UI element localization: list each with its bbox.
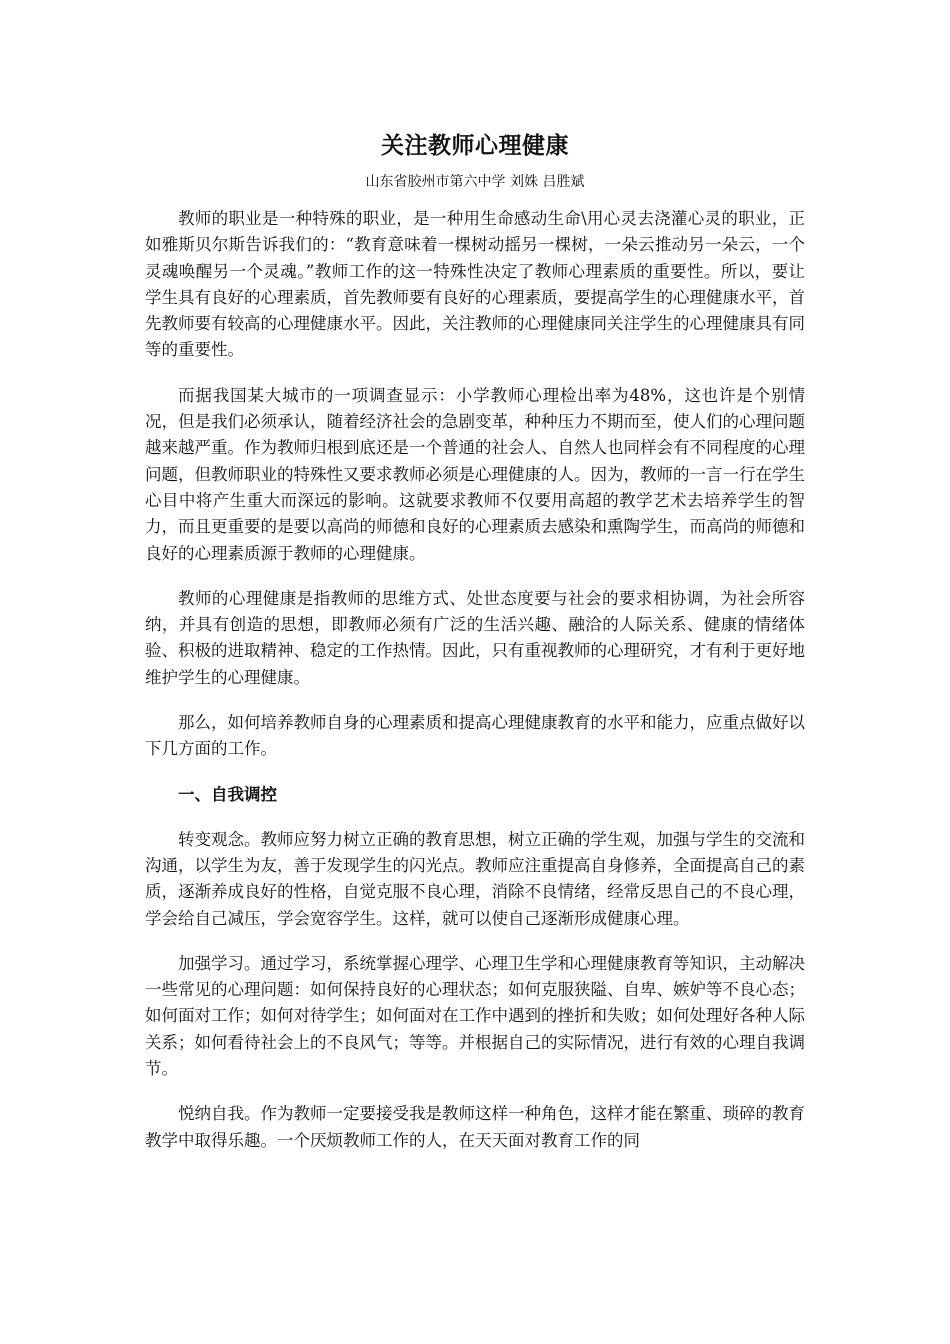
- section-heading-1: 一、自我调控: [178, 784, 277, 804]
- document-title: 关注教师心理健康: [381, 132, 569, 159]
- paragraph-section1-2: 加强学习。通过学习，系统掌握心理学、心理卫生学和心理健康教育等知识，主动解决一些常见的心理问题：如何保持良好的心理状态；如何克服狭隘、自卑、嫉妒等不良心态；如何面对工作；如何对待学生；如何面对在工作中遇到的挫折和失败；如何处理好各种人际关系；如何看待社会上的不良风气；等等。并根据自己的实际情况，进行有效的心理自我调节。: [145, 953, 805, 1079]
- paragraph-section1-3: 悦纳自我。作为教师一定要接受我是教师这样一种角色，这样才能在繁重、琐碎的教育教学中取得乐趣。一个厌烦教师工作的人，在天天面对教育工作的同: [145, 1104, 805, 1150]
- paragraph-intro-4: 那么，如何培养教师自身的心理素质和提高心理健康教育的水平和能力，应重点做好以下几方面的工作。: [145, 713, 805, 759]
- document-author: 山东省胶州市第六中学 刘姝 吕胜斌: [365, 174, 585, 190]
- paragraph-intro-1: 教师的职业是一种特殊的职业，是一种用生命感动生命\用心灵去浇灌心灵的职业，正如雅斯贝尔斯告诉我们的：“教育意味着一棵树动摇另一棵树，一朵云推动另一朵云，一个灵魂唤醒另一个灵魂。”教师工作的这一特殊性决定了教师心理素质的重要性。所以，要让学生具有良好的心理素质，首先教师要有良好的心理素质，要提高学生的心理健康水平，首先教师要有较高的心理健康水平。因此，关注教师的心理健康同关注学生的心理健康具有同等的重要性。: [145, 209, 805, 360]
- paragraph-intro-3: 教师的心理健康是指教师的思维方式、处世态度要与社会的要求相协调，为社会所容纳，并具有创造的思想，即教师必须有广泛的生活兴趣、融洽的人际关系、健康的情绪体验、积极的进取精神、稳定的工作热情。因此，只有重视教师的心理研究，才有利于更好地维护学生的心理健康。: [145, 588, 805, 687]
- paragraph-section1-1: 转变观念。教师应努力树立正确的教育思想，树立正确的学生观，加强与学生的交流和沟通，以学生为友，善于发现学生的闪光点。教师应注重提高自身修养，全面提高自己的素质，逐渐养成良好的性格，自觉克服不良心理，消除不良情绪，经常反思自己的不良心理，学会给自己减压，学会宽容学生。这样，就可以使自己逐渐形成健康心理。: [145, 829, 805, 928]
- paragraph-intro-2: 而据我国某大城市的一项调查显示：小学教师心理检出率为48%，这也许是个别情况，但是我们必须承认，随着经济社会的急剧变革，种种压力不期而至，使人们的心理问题越来越严重。作为教师归根到底还是一个普通的社会人、自然人也同样会有不同程度的心理问题，但教师职业的特殊性又要求教师必须是心理健康的人。因为，教师的一言一行在学生心目中将产生重大而深远的影响。这就要求教师不仅要用高超的教学艺术去培养学生的智力，而且更重要的是要以高尚的师德和良好的心理素质去感染和熏陶学生，而高尚的师德和良好的心理素质源于教师的心理健康。: [145, 385, 805, 563]
- document-page: [145, 128, 805, 1173]
